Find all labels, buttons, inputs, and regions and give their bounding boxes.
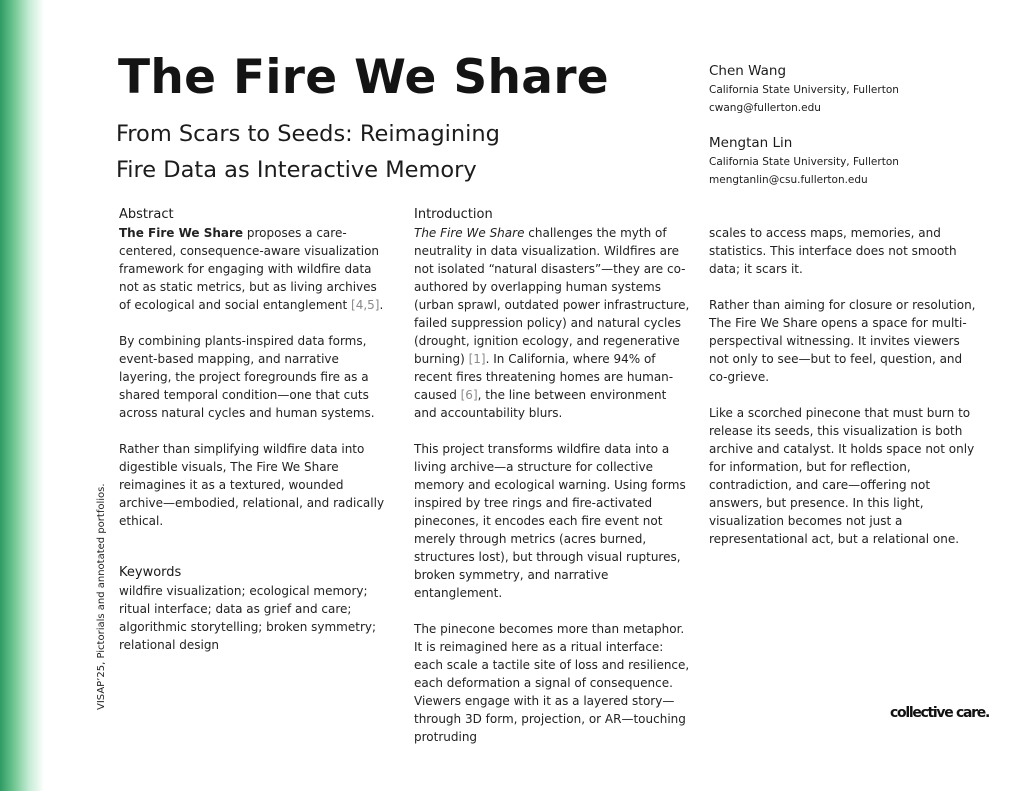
author-block (709, 61, 1009, 205)
abstract-paragraph-2: By combining plants-inspired data forms, event-based mapping, and narrative layering, the project foregrounds fire as a shared temporal condition—one that cuts across natural cycles and human systems. (119, 334, 375, 420)
intro-text-c: , the line between environment and accountability blurs. (414, 388, 667, 420)
author-1 (709, 61, 1009, 117)
abstract-paragraph-1 (119, 224, 391, 314)
subtitle-line-2: Fire Data as Interactive Memory (116, 157, 477, 183)
abstract-paragraph-3: Rather than simplifying wildfire data into digestible visuals, The Fire We Share reimagines it as a textured, wounded archive—embodied, relational, and radically ethical. (119, 442, 385, 528)
keywords-heading: Keywords (119, 565, 182, 580)
author-2 (709, 133, 1009, 189)
abstract-text: proposes a care-centered, consequence-aware visualization framework for engaging with wildfire data not as static metrics, but as living archives of ecological and social entanglement (119, 226, 380, 312)
author-email[interactable]: mengtanlin@csu.fullerton.edu (709, 174, 868, 186)
intro-paragraph-2: This project transforms wildfire data into a living archive—a structure for collective memory and ecological warning. Using forms inspired by tree rings and fire-activated pinecones, it encodes each fire event not merely through metrics (acres burned, structures lost), but through visual ruptures, broken symmetry, and narrative entanglement. (414, 442, 686, 600)
intro-title-ref: The Fire We Share (414, 226, 525, 240)
author-email[interactable]: cwang@fullerton.edu (709, 102, 821, 114)
intro-text-a: challenges the myth of neutrality in data visualization. Wildfires are not isolated “natural disasters”—they are co-authored by overlapping human systems (urban sprawl, outdated power infrastructure, failed suppression policy) and natural cycles (drought, ignition ecology, and regenerative burning) (414, 226, 690, 366)
abstract-heading: Abstract (119, 207, 174, 222)
intro-text-b: . In California, where 94% of recent fires threatening homes are human-caused (414, 352, 674, 402)
author-affiliation: California State University, Fullerton (709, 84, 899, 96)
collective-care-logo: collective care. (890, 705, 989, 721)
intro-paragraph-1 (414, 224, 690, 422)
citation[interactable]: [4,5] (351, 298, 380, 312)
subtitle (116, 116, 586, 188)
intro-paragraph-3: The pinecone becomes more than metaphor. It is reimagined here as a ritual interface: each scale a tactile site of loss and resilience, each deformation a signal of consequence. Viewers engage with it as a layered story—through 3D form, projection, or AR—touching protruding (414, 622, 690, 744)
column-continued (709, 224, 977, 566)
col3-paragraph-2: Rather than aiming for closure or resolution, The Fire We Share opens a space for multi-perspectival witnessing. It invites viewers not only to see—but to feel, question, and co-grieve. (709, 298, 976, 384)
author-name: Mengtan Lin (709, 135, 793, 151)
subtitle-line-1: From Scars to Seeds: Reimagining (116, 121, 500, 147)
citation[interactable]: [1] (468, 352, 486, 366)
col3-paragraph-3: Like a scorched pinecone that must burn to release its seeds, this visualization is both archive and catalyst. It holds space not only for information, but for reflection, contradiction, and care—offering not answers, but presence. In this light, visualization becomes not just a representational act, but a relational one. (709, 406, 975, 546)
column-introduction (414, 206, 690, 764)
column-abstract (119, 206, 391, 672)
author-name: Chen Wang (709, 63, 787, 79)
introduction-heading: Introduction (414, 207, 493, 222)
citation[interactable]: [6] (460, 388, 478, 402)
keywords-text: wildfire visualization; ecological memory; ritual interface; data as grief and care; algorithmic storytelling; broken symmetry; relational design (119, 584, 377, 652)
author-affiliation: California State University, Fullerton (709, 156, 899, 168)
abstract-text-end: . (379, 298, 384, 312)
green-edge-gradient (0, 0, 44, 791)
vertical-venue-label: VISAP’25, Pictorials and annotated portfolios. (96, 483, 107, 710)
page-title: The Fire We Share (118, 50, 609, 105)
abstract-title-ref: The Fire We Share (119, 226, 244, 240)
col3-paragraph-1: scales to access maps, memories, and statistics. This interface does not smooth data; it scars it. (709, 226, 957, 276)
